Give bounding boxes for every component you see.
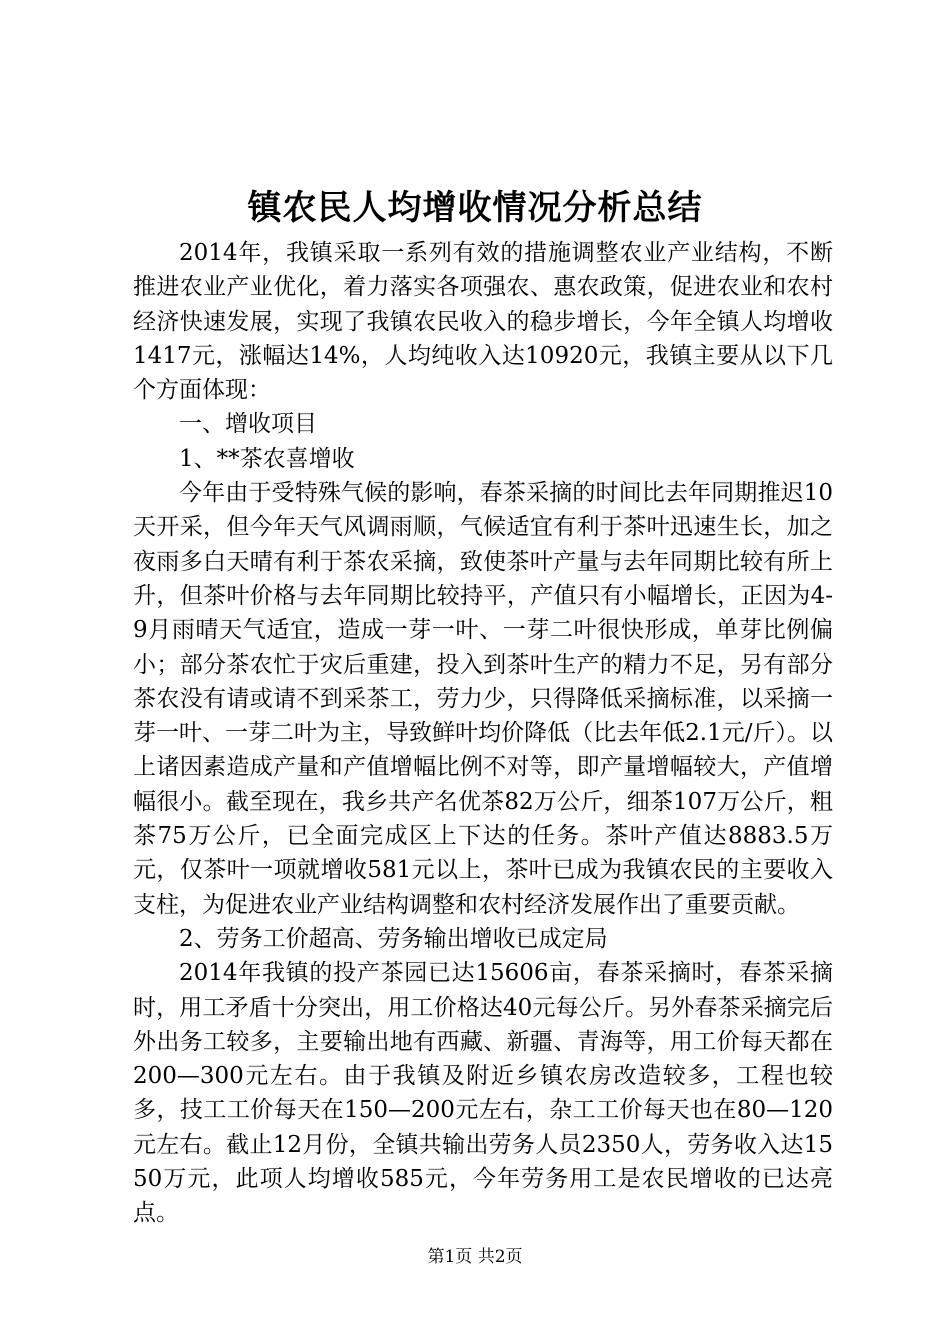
subsection-heading-labor: 2、劳务工价超高、劳务输出增收已成定局 (179, 925, 608, 952)
paragraph-intro: 2014年，我镇采取一系列有效的措施调整农业产业结构，不断推进农业产业优化，着力落实各项强农、惠农政策，促进农业和农村经济快速发展，实现了我镇农民收入的稳步增长，今年全镇人均增收1417元，涨幅达14%，人均纯收入达10920元，我镇主要从以下几个方面体现： (133, 240, 833, 404)
paragraph-tea-details: 今年由于受特殊气候的影响，春茶采摘的时间比去年同期推迟10天开采，但今年天气风调雨顺，气候适宜有利于茶叶迅速生长，加之夜雨多白天晴有利于茶农采摘，致使茶叶产量与去年同期比较有所上升，但茶叶价格与去年同期比较持平，产值只有小幅增长，正因为4-9月雨晴天气适宜，造成一芽一叶、一芽二叶很快形成，单芽比例偏小；部分茶农忙于灾后重建，投入到茶叶生产的精力不足，另有部分茶农没有请或请不到采茶工，劳力少，只得降低采摘标准，以采摘一芽一叶、一芽二叶为主，导致鲜叶均价降低（比去年低2.1元/斤）。以上诸因素造成产量和产值增幅比例不对等，即产量增幅较大，产值增幅很小。截至现在，我乡共产名优茶82万公斤，细茶107万公斤，粗茶75万公斤，已全面完成区上下达的任务。茶叶产值达8883.5万元，仅茶叶一项就增收581元以上，茶叶已成为我镇农民的主要收入支柱，为促进农业产业结构调整和农村经济发展作出了重要贡献。 (133, 480, 833, 918)
subsection-heading-tea-farmers: 1、**茶农喜增收 (179, 445, 355, 472)
page-footer: 第1页 共2页 (427, 1247, 523, 1267)
section-heading-income-projects: 一、增收项目 (179, 411, 317, 438)
paragraph-labor-details: 2014年我镇的投产茶园已达15606亩，春茶采摘时，春茶采摘时，用工矛盾十分突出，用工价格达40元每公斤。另外春茶采摘完后外出务工较多，主要输出地有西藏、新疆、青海等，用工价每天都在200—300元左右。由于我镇及附近乡镇农房改造较多，工程也较多，技工工价每天在150—200元左右，杂工工价每天也在80—120元左右。截止12月份，全镇共输出劳务人员2350人，劳务收入达1550万元，此项人均增收585元，今年劳务用工是农民增收的已达亮点。 (133, 960, 833, 1227)
document-body (133, 236, 833, 1231)
document-title: 镇农民人均增收情况分析总结 (247, 188, 703, 228)
